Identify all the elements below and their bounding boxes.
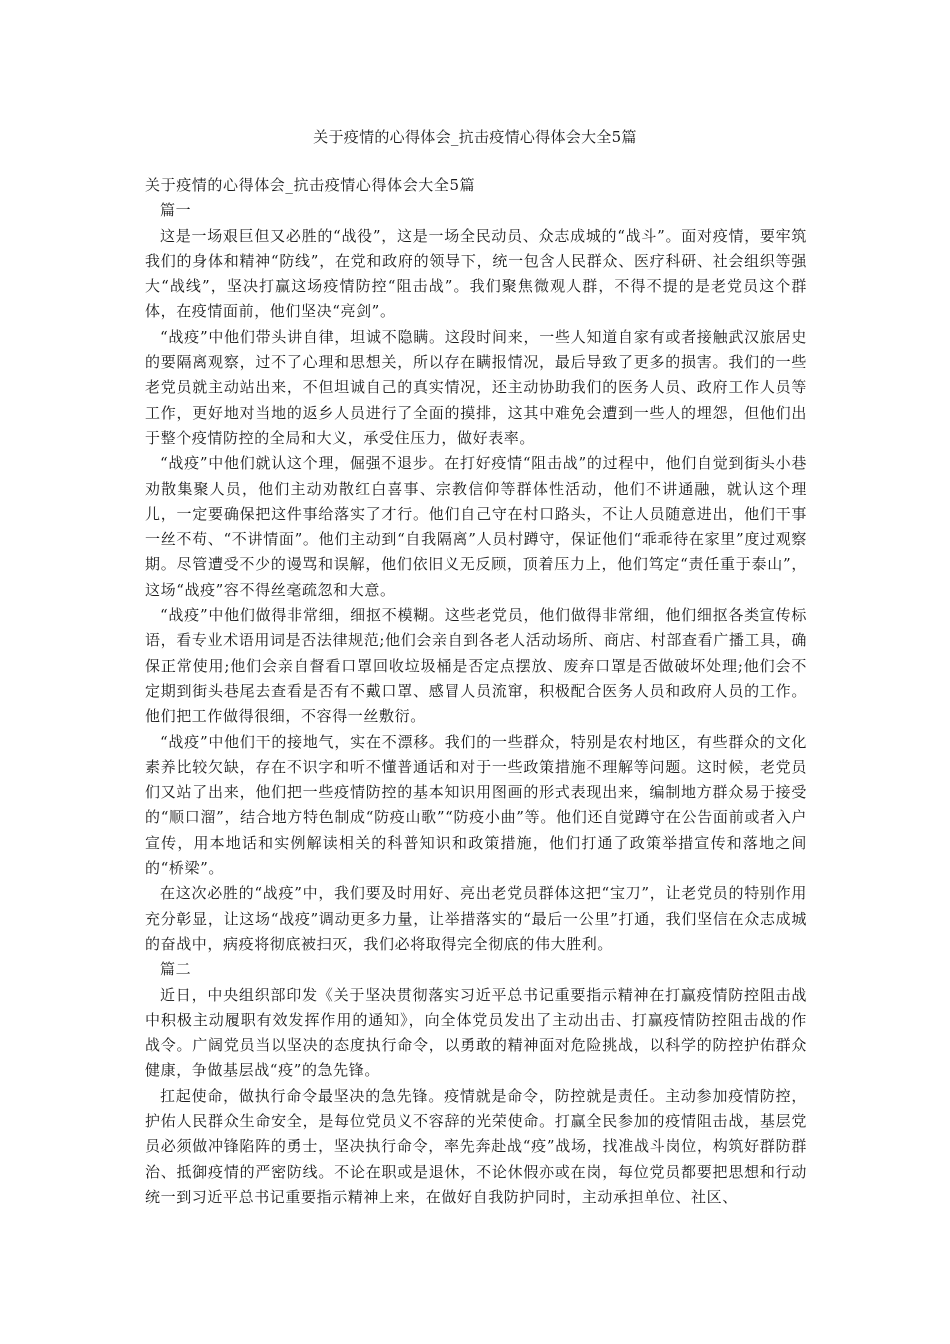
paragraph: “战疫”中他们带头讲自律，坦诚不隐瞒。这段时间来，一些人知道自家有或者接触武汉旅居史的要隔离观察，过不了心理和思想关，所以存在瞒报情况，最后导致了更多的损害。我们的一些老党员就主动站出来，不但坦诚自己的真实情况，还主动协助我们的医务人员、政府工作人员等工作，更好地对当地的返乡人员进行了全面的摸排，这其中难免会遭到一些人的埋怨，但他们出于整个疫情防控的全局和大义，承受住压力，做好表率。 [145, 327, 807, 447]
document-body [145, 173, 807, 1210]
section-label-2: 篇二 [160, 960, 192, 979]
paragraph: 近日，中央组织部印发《关于坚决贯彻落实习近平总书记重要指示精神在打赢疫情防控阻击战中积极主动履职有效发挥作用的通知》，向全体党员发出了主动出击、打赢疫情防控阻击战的作战令。广阔党员当以坚决的态度执行命令，以勇敢的精神面对危险挑战，以科学的防控护佑群众健康，争做基层战“疫”的急先锋。 [145, 985, 807, 1080]
paragraph: “战疫”中他们做得非常细，细抠不模糊。这些老党员，他们做得非常细，他们细抠各类宣传标语，看专业术语用词是否法律规范;他们会亲自到各老人活动场所、商店、村部查看广播工具，确保正常使用;他们会亲自督看口罩回收垃圾桶是否定点摆放、废弃口罩是否做破坏处理;他们会不定期到街头巷尾去查看是否有不戴口罩、感冒人员流窜，积极配合医务人员和政府人员的工作。他们把工作做得很细，不容得一丝敷衍。 [145, 606, 807, 726]
paragraph: 在这次必胜的“战疫”中，我们要及时用好、亮出老党员群体这把“宝刀”，让老党员的特别作用充分彰显，让这场“战疫”调动更多力量，让举措落实的“最后一公里”打通，我们坚信在众志成城的奋战中，病疫将彻底被扫灭，我们必将取得完全彻底的伟大胜利。 [145, 884, 807, 953]
document-title: 关于疫情的心得体会_抗击疫情心得体会大全5篇 [313, 128, 637, 146]
paragraph: “战疫”中他们干的接地气，实在不漂移。我们的一些群众，特别是农村地区，有些群众的文化素养比较欠缺，存在不识字和听不懂普通话和对于一些政策措施不理解等问题。这时候，老党员们又站了出来，他们把一些疫情防控的基本知识用图画的形式表现出来，编制地方群众易于接受的“顺口溜”，结合地方特色制成“防疫山歌”“防疫小曲”等。他们还自觉蹲守在公告面前或者入户宣传，用本地话和实例解读相关的科普知识和政策措施，他们打通了政策举措宣传和落地之间的“桥梁”。 [145, 732, 807, 878]
paragraph: 这是一场艰巨但又必胜的“战役”，这是一场全民动员、众志成城的“战斗”。面对疫情，要牢筑我们的身体和精神“防线”，在党和政府的领导下，统一包含人民群众、医疗科研、社会组织等强大“战线”，坚决打赢这场疫情防控“阻击战”。我们聚焦微观人群，不得不提的是老党员这个群体，在疫情面前，他们坚决“亮剑”。 [145, 226, 807, 321]
paragraph: “战疫”中他们就认这个理，倔强不退步。在打好疫情“阻击战”的过程中，他们自觉到街头小巷劝散集聚人员，他们主动劝散红白喜事、宗教信仰等群体性活动，他们不讲通融，就认这个理儿，一定要确保把这件事给落实了才行。他们自己守在村口路头，不让人员随意进出，他们干事一丝不苟、“不讲情面”。他们主动到“自我隔离”人员村蹲守，保证他们“乖乖待在家里”度过观察期。尽管遭受不少的谩骂和误解，他们依旧义无反顾，顶着压力上，他们笃定“责任重于泰山”，这场“战疫”容不得丝毫疏忽和大意。 [145, 454, 807, 599]
paragraph: 扛起使命，做执行命令最坚决的急先锋。疫情就是命令，防控就是责任。主动参加疫情防控，护佑人民群众生命安全，是每位党员义不容辞的光荣使命。打赢全民参加的疫情阻击战，基层党员必须做冲锋陷阵的勇士，坚决执行命令，率先奔赴战“疫”战场，找准战斗岗位，构筑好群防群治、抵御疫情的严密防线。不论在职或是退休，不论休假亦或在岗，每位党员都要把思想和行动统一到习近平总书记重要指示精神上来，在做好自我防护同时，主动承担单位、社区、 [145, 1086, 807, 1206]
section-label-1: 篇一 [160, 201, 192, 220]
document-subtitle: 关于疫情的心得体会_抗击疫情心得体会大全5篇 [145, 176, 476, 194]
